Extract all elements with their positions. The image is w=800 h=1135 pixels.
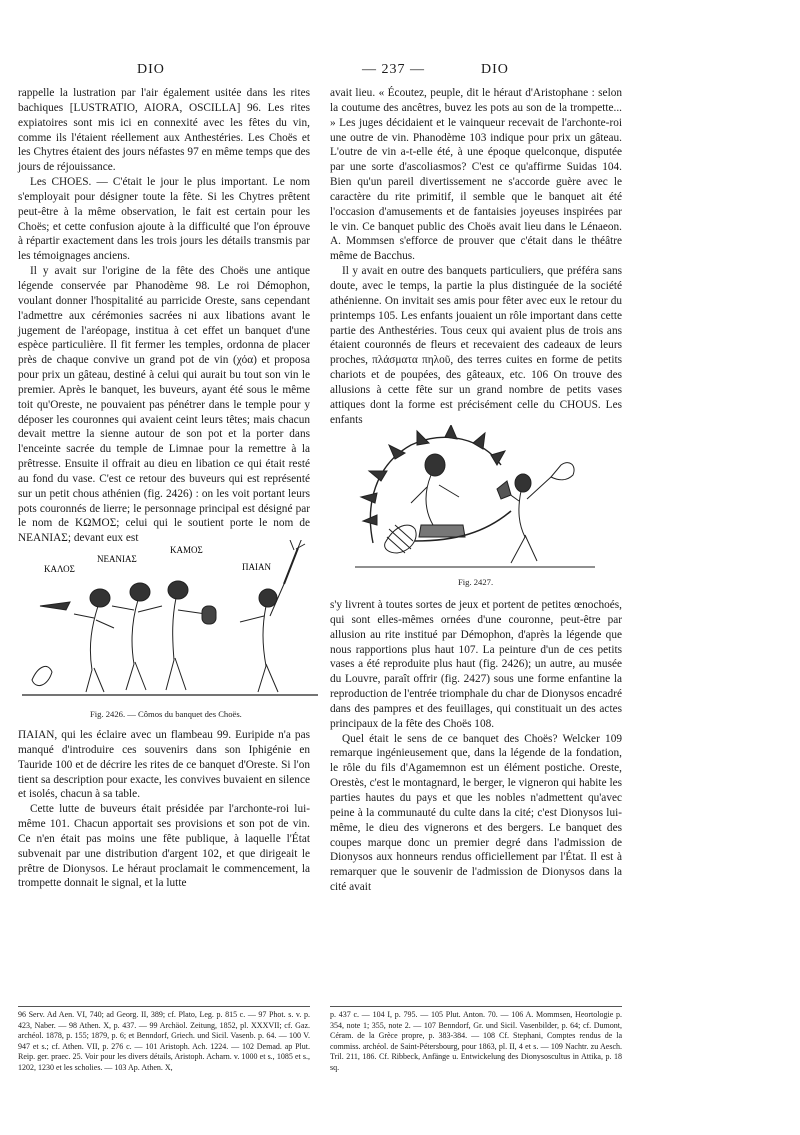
page-number: — 237 — — [362, 62, 425, 77]
inscription-kalos: ΚΑΛΟΣ — [44, 564, 75, 574]
paragraph: ΠΑΙΑΝ, qui les éclaire avec un flambeau 99. Euripide n'a pas manqué d'introduire ces souvenirs dans son Iphigénie en Tauride 100 et de décrire les rites de ce banquet d'Oreste. Si l'on tient sa description pour exacte, les convives buvaient en silence et isolés, chacun à sa table. — [18, 729, 310, 801]
inscription-neanias: ΝΕΑΝΙΑΣ — [97, 554, 137, 564]
inscription-komos: ΚΑΜΟΣ — [170, 545, 203, 555]
footnote-rule — [330, 1006, 622, 1007]
right-column-top — [330, 86, 622, 427]
inscription-paian: ΠΑΙΑΝ — [242, 562, 271, 572]
footnote-rule — [18, 1006, 310, 1007]
header-right: DIO — [481, 62, 509, 77]
paragraph: avait lieu. « Écoutez, peuple, dit le héraut d'Aristophane : selon la coutume des ancêtres, buvez les pots au son de la trompette... » Les juges décidaient et le vainqueur recevait de l'archonte-roi une outre de vin. Phanodème 103 indique pour prix un gâteau. L'outre de vin a-t-elle été, à une époque quelconque, disputée par une sorte d'ascoliasmos? C'est ce qu'affirme Suidas 104. Bien qu'un pareil divertissement ne s'accorde guère avec le caractère du rite primitif, il semble que le banquet ait été l'occasion d'amusements et de fantaisies joyeuses inspirées par le vin. Ce banquet public des Choës avait lieu dans le Lénaeon. A. Mommsen s'efforce de prouver que c'était dans le théâtre même de Bacchus. — [330, 87, 622, 263]
figure-2427-caption: Fig. 2427. — [458, 577, 494, 587]
paragraph: rappelle la lustration par l'air également usitée dans les rites bachiques [LUSTRATIO, AIORA, OSCILLA] 96. Les rites expiatoires sont mis ici en connexité avec les fêtes du vin, comme ils l'étaient réellement aux Anthestéries. Les Choës et les Chytres étaient des jours néfastes 97 en même temps que des jours de réjouissance. — [18, 87, 310, 174]
paragraph: Les CHOES. — C'était le jour le plus important. Le nom s'employait pour désigner toute la fête. Si les Chytres prêtent peut-être à la même observation, le fait est certain pour les Choës; et cette confusion ajoute à la difficulté que l'on éprouve à répartir exactement dans les trois jours les détails transmis par les témoignages anciens. — [18, 176, 310, 263]
paragraph: s'y livrent à toutes sortes de jeux et portent de petites œnochoés, qui sont elles-mêmes ornées d'une couronne, peut-être par allusion au rite institué par Démophon, d'après la légende que nous rapportions plus haut 107. La peinture d'un de ces petits vases a été reproduite plus haut (fig. 2426); un autre, au musée du Louvre, paraît offrir (fig. 2427) sous une forme enfantine la reproduction de l'entrée triomphale du char de Dionysos encadré dans des pampres et des feuillages, qui constituait un des actes principaux de la fête des Choës 108. — [330, 599, 622, 730]
chariot-scene — [361, 425, 574, 563]
header-left: DIO — [137, 62, 165, 77]
left-column-bottom — [18, 728, 310, 891]
paragraph: Quel était le sens de ce banquet des Choës? Welcker 109 remarque ingénieusement que, dans la légende de la fondation, le rôle du fils d'Agamemnon est un élément postiche. Oreste, Orestès, c'est le montagnard, le berger, le vigneron qui habite les parties hautes du pays et que les nobles n'admettent qu'avec peine à la communauté du culte dans la cité; c'est Dionysos lui-même, le dieu des vignerons et des bergers. Le banquet des coupes marque donc un premier degré dans l'admission de Dionysos aux honneurs rendus officiellement par l'État. Il est à remarquer que le souvenir de l'admission de Dionysos dans la cité avait — [330, 732, 622, 894]
vase-painting-komos — [22, 540, 318, 700]
right-column-bottom — [330, 598, 622, 895]
figure-2426-caption: Fig. 2426. — Cômos du banquet des Choës. — [90, 709, 242, 719]
paragraph: Il y avait en outre des banquets particuliers, que préféra sans doute, avec le temps, la partie la plus distinguée de la société athénienne. On invitait ses amis pour fêter avec eux le retour du printemps 105. Les enfants jouaient un rôle important dans cette partie des Anthestéries. Tous ceux qui avaient plus de trois ans étaient couronnés de fleurs et recevaient des cadeaux de leurs proches, πλάσματα πηλοῦ, des terres cuites en forme de petits chariots et de poupées, des gâteaux, etc. 106 On trouve des allusions à cette fête sur un grand nombre de petits vases attiques dont la forme est précisément celle du CHOUS. Les enfants — [330, 265, 622, 426]
paragraph: Il y avait sur l'origine de la fête des Choës une antique légende conservée par Phanodème 98. Le roi Démophon, voulant donner l'hospitalité au parricide Oreste, sans cependant l'admettre aux cérémonies sacrées ni aux libations avant le jugement de l'aréopage, institua à cet effet un banquet d'une espèce particulière. Il fit fermer les temples, ordonna de placer près de chaque convive un grand pot de vin (χόα) et proposa pour prix un gâteau, destiné à celui qui aurait bu tout son vin le premier. Après le banquet, les buveurs, ayant été sous le même toit qu'Oreste, ne pouvaient pas pénétrer dans le temple pour y déposer les couronnes qui avaient ceint leurs têtes; mais chacun devait mettre la sienne autour de son pot et la porter dans l'enceinte sacrée du temple de Limnae pour la remettre à la prêtresse. Ensuite il offrait au dieu en libation ce qui était resté au fond du vase. C'est ce retour des buveurs qui est représenté sur un petit chous athénien (fig. 2426) : on les voit portant leurs pots couronnés de lierre; le personnage principal est désigné par le nom de ΚΩΜΟΣ; celui qui le soutient porte le nom de ΝΕΑΝΙΑΣ; devant eux est — [18, 265, 310, 545]
left-footnotes: 96 Serv. Ad Aen. VI, 740; ad Georg. II, 389; cf. Plato, Leg. p. 815 c. — 97 Phot. s. v. p. 423, Naber. — 98 Athen. X, p. 437. — 99 Archäol. Zeitung, 1852, pl. XXXVII; cf. Gaz. archéol. 1878, p. 155; 1879, p. 6; et Benndorf, Griech. und Sicil. Vasenb. p. 64. — 100 V. 947 et s.; cf. Athen. VII, p. 276 c. — 101 Aristoph. Ach. 1224. — 102 Demad. ap Plut. Reip. ger. praec. 25. Voir pour les divers détails, Aristoph. Acharn. v. 1000 et s., 1085 et s., 1202, 1230 et les scholies. — 103 Ap. Athen. X, — [18, 1010, 310, 1072]
figure-2426 — [22, 540, 318, 700]
right-footnotes: p. 437 c. — 104 I, p. 795. — 105 Plut. Anton. 70. — 106 A. Mommsen, Heortologie p. 354, note 1; 355, note 2. — 107 Benndorf, Gr. und Sicil. Vasenbilder, p. 64; cf. Dumont, Céram. de la Grèce propre, p. 383-384. — 108 Cf. Stephani, Comptes rendus de la commiss. archéol. de Saint-Pétersbourg, pour 1863, pl. II, 4 et s. — 109 Nachtr. zu Aesch. Tril. 211, 186. Cf. Ribbeck, Anfänge u. Entwickelung des Dionysoscultus in Attika, p. 18 sq. — [330, 1010, 622, 1072]
left-column-top — [18, 86, 310, 546]
paragraph: Cette lutte de buveurs était présidée par l'archonte-roi lui-même 101. Chacun apportait ses provisions et son pot de vin. Ce n'en était pas moins une fête publique, à laquelle l'État subvenait par une distribution d'argent 102, et que dirigeait le prêtre de Dionysos. Le héraut proclamait le commencement, la trompette donnait le signal, et la lutte — [18, 803, 310, 890]
figure-2427 — [355, 425, 595, 573]
vase-painting-chariot — [355, 425, 595, 573]
